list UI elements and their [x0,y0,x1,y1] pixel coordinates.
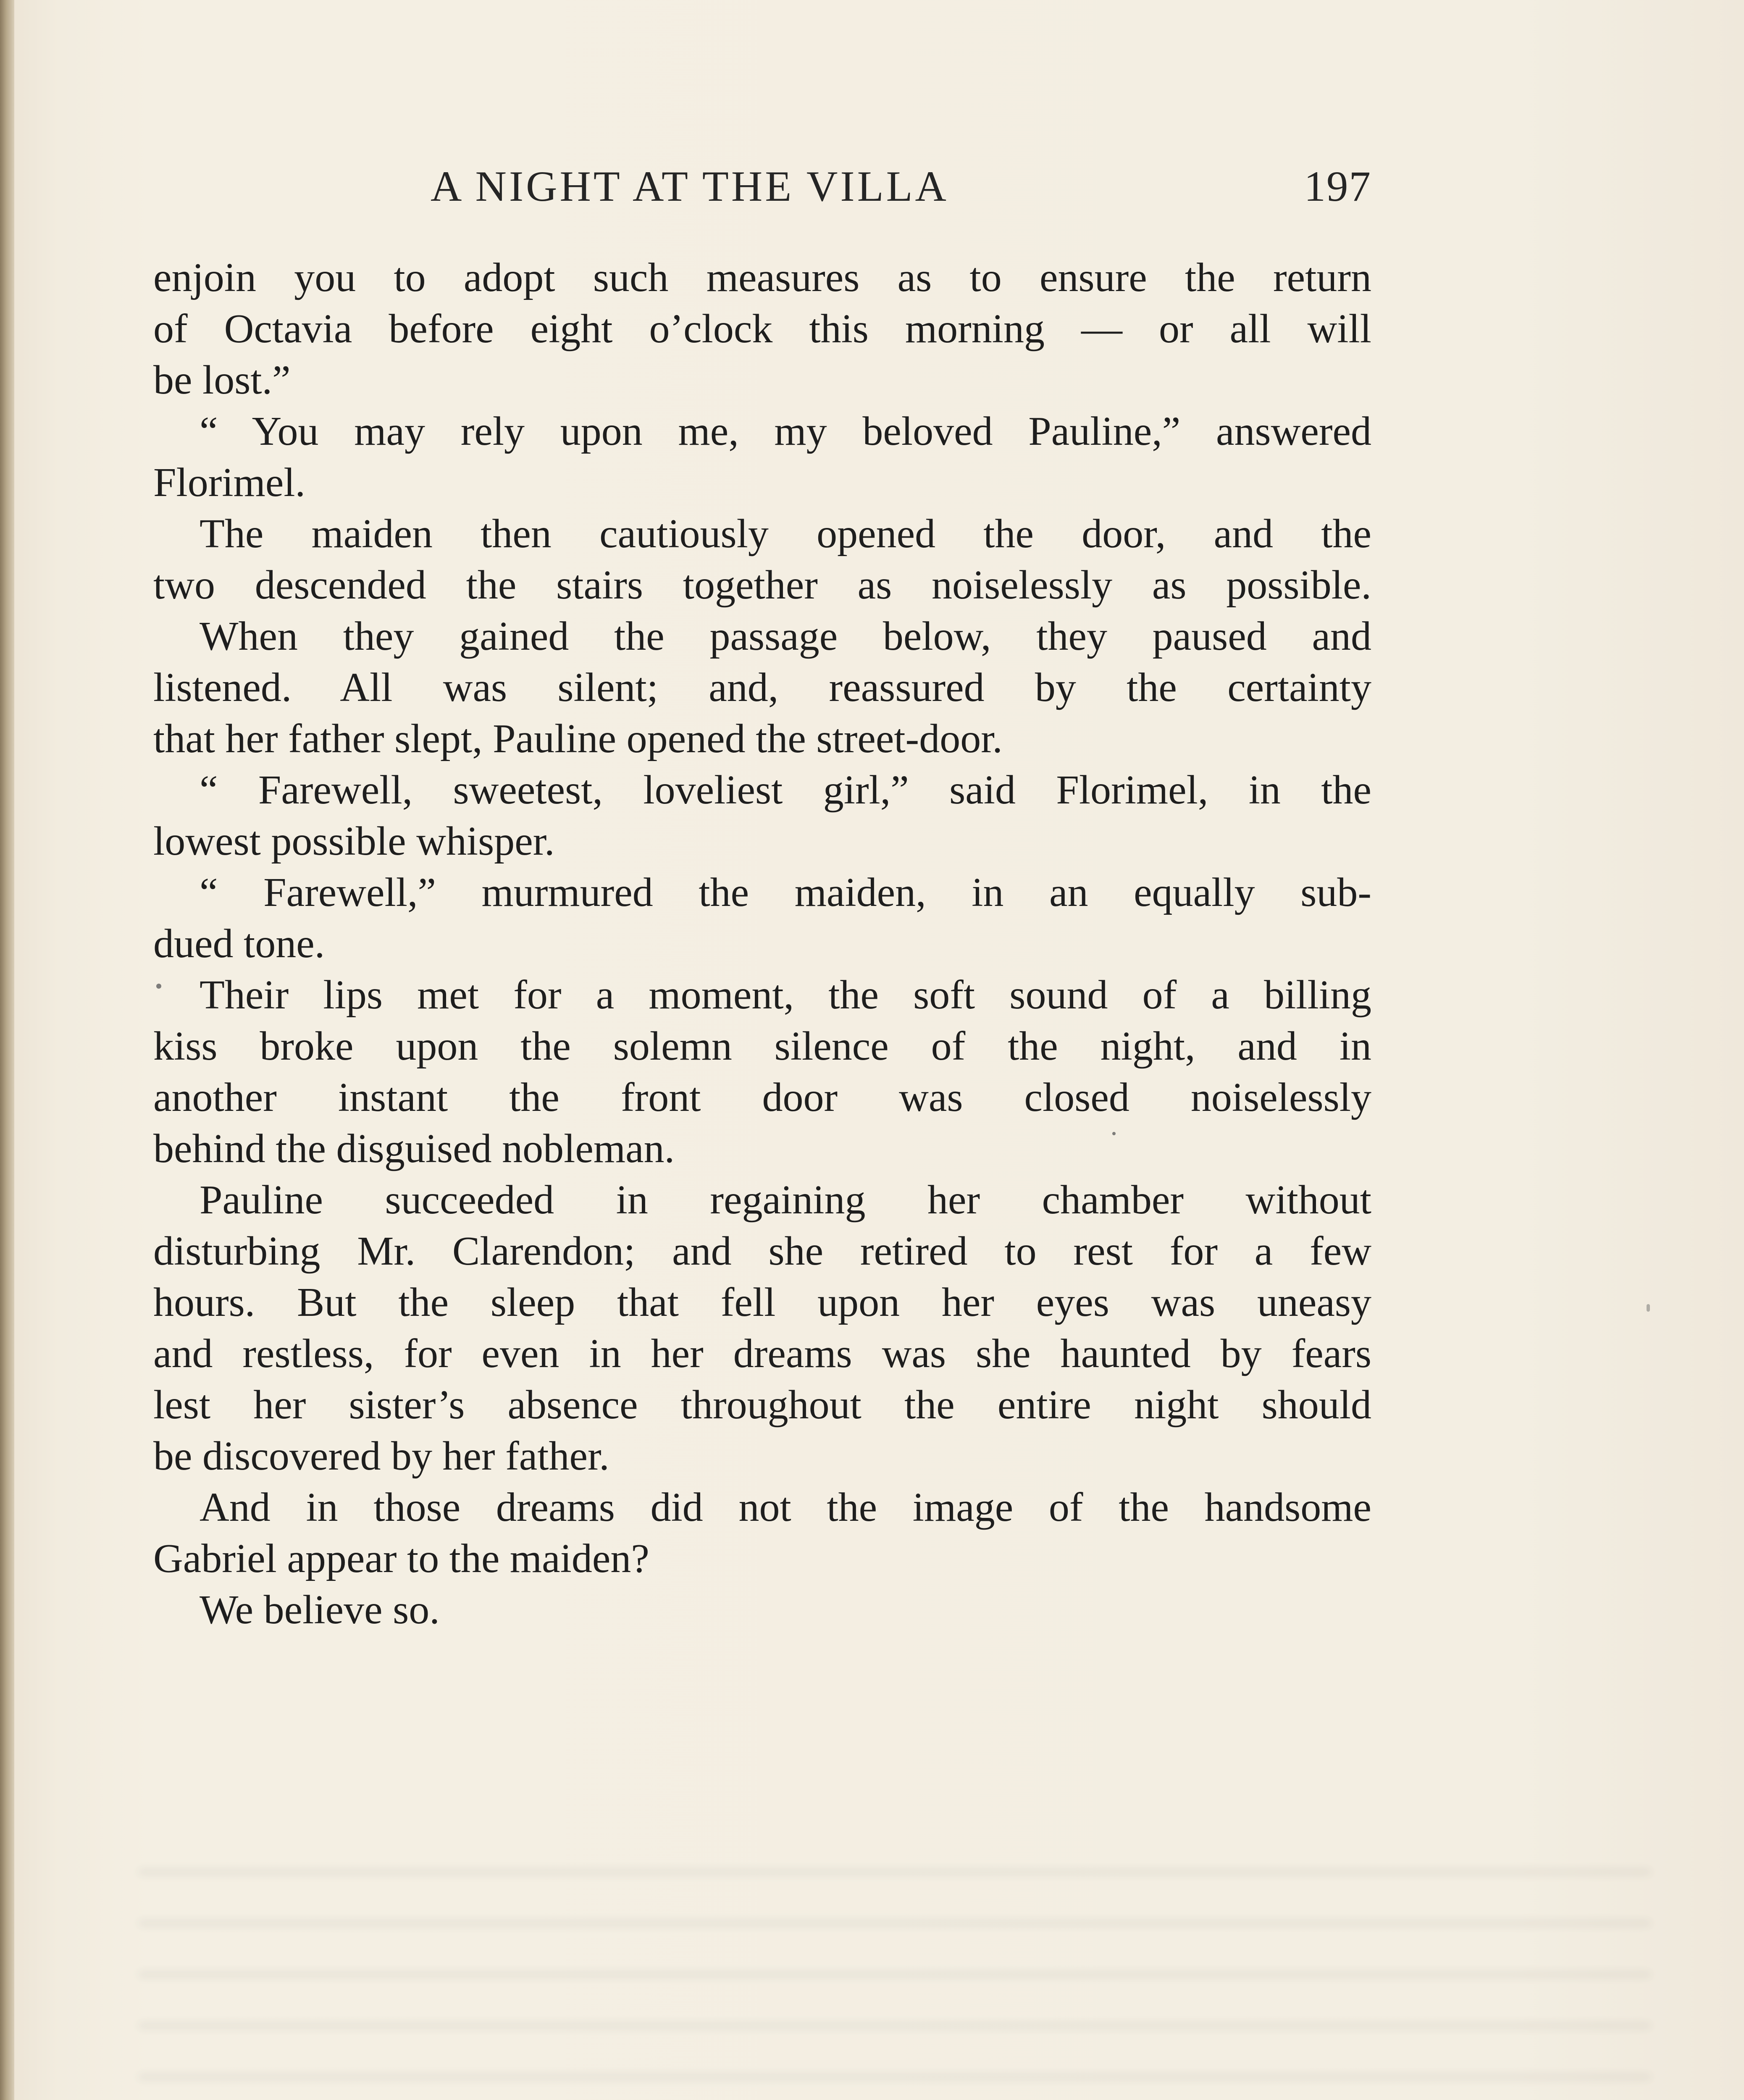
text-line: We believe so. [200,1587,440,1633]
text-line: When they gained the passage below, they paused and [200,614,1371,659]
text-line: that her father slept, Pauline opened the street-door. [153,716,1003,761]
text-line: Their lips met for a moment, the soft sound of a billing [200,972,1371,1018]
text-line: be lost.” [153,357,291,403]
text-line: “ Farewell,” murmured the maiden, in an equally sub- [200,870,1371,915]
text-line: hours. But the sleep that fell upon her eyes was uneasy [153,1280,1371,1325]
text-line: Gabriel appear to the maiden? [153,1536,649,1581]
text-line: behind the disguised nobleman. [153,1126,675,1171]
text-line: of Octavia before eight o’clock this morning — or all will [153,306,1371,352]
text-line: dued tone. [153,921,325,966]
text-line: enjoin you to adopt such measures as to ensure the return [153,255,1371,300]
paper-speck [1112,1132,1116,1135]
text-line: and restless, for even in her dreams was she haunted by fears [153,1331,1371,1376]
running-header [153,162,1371,212]
running-title: A NIGHT AT THE VILLA [431,163,949,210]
page-number: 197 [1304,163,1371,210]
text-line: Pauline succeeded in regaining her chamber without [200,1177,1371,1223]
text-line: listened. All was silent; and, reassured by the certainty [153,665,1371,710]
text-line: Florimel. [153,460,306,505]
text-line: be discovered by her father. [153,1433,609,1479]
text-line: kiss broke upon the solemn silence of the night, and in [153,1024,1371,1069]
body-text [153,252,1371,1635]
book-spine-edge [0,0,14,2100]
text-line: The maiden then cautiously opened the door, and the [200,511,1371,556]
show-through-text [139,1869,1651,2100]
text-line: And in those dreams did not the image of the handsome [200,1485,1371,1530]
text-line: “ Farewell, sweetest, loveliest girl,” said Florimel, in the [200,767,1371,813]
paper-speck [156,984,161,989]
text-line: another instant the front door was closed noiselessly [153,1075,1371,1120]
text-line: lowest possible whisper. [153,819,555,864]
text-line: two descended the stairs together as noiselessly as possible. [153,562,1371,608]
text-line: lest her sister’s absence throughout the entire night should [153,1382,1371,1428]
text-line: “ You may rely upon me, my beloved Pauline,” answered [200,409,1371,454]
paper-speck [1647,1304,1650,1312]
text-line: disturbing Mr. Clarendon; and she retired to rest for a few [153,1228,1371,1274]
